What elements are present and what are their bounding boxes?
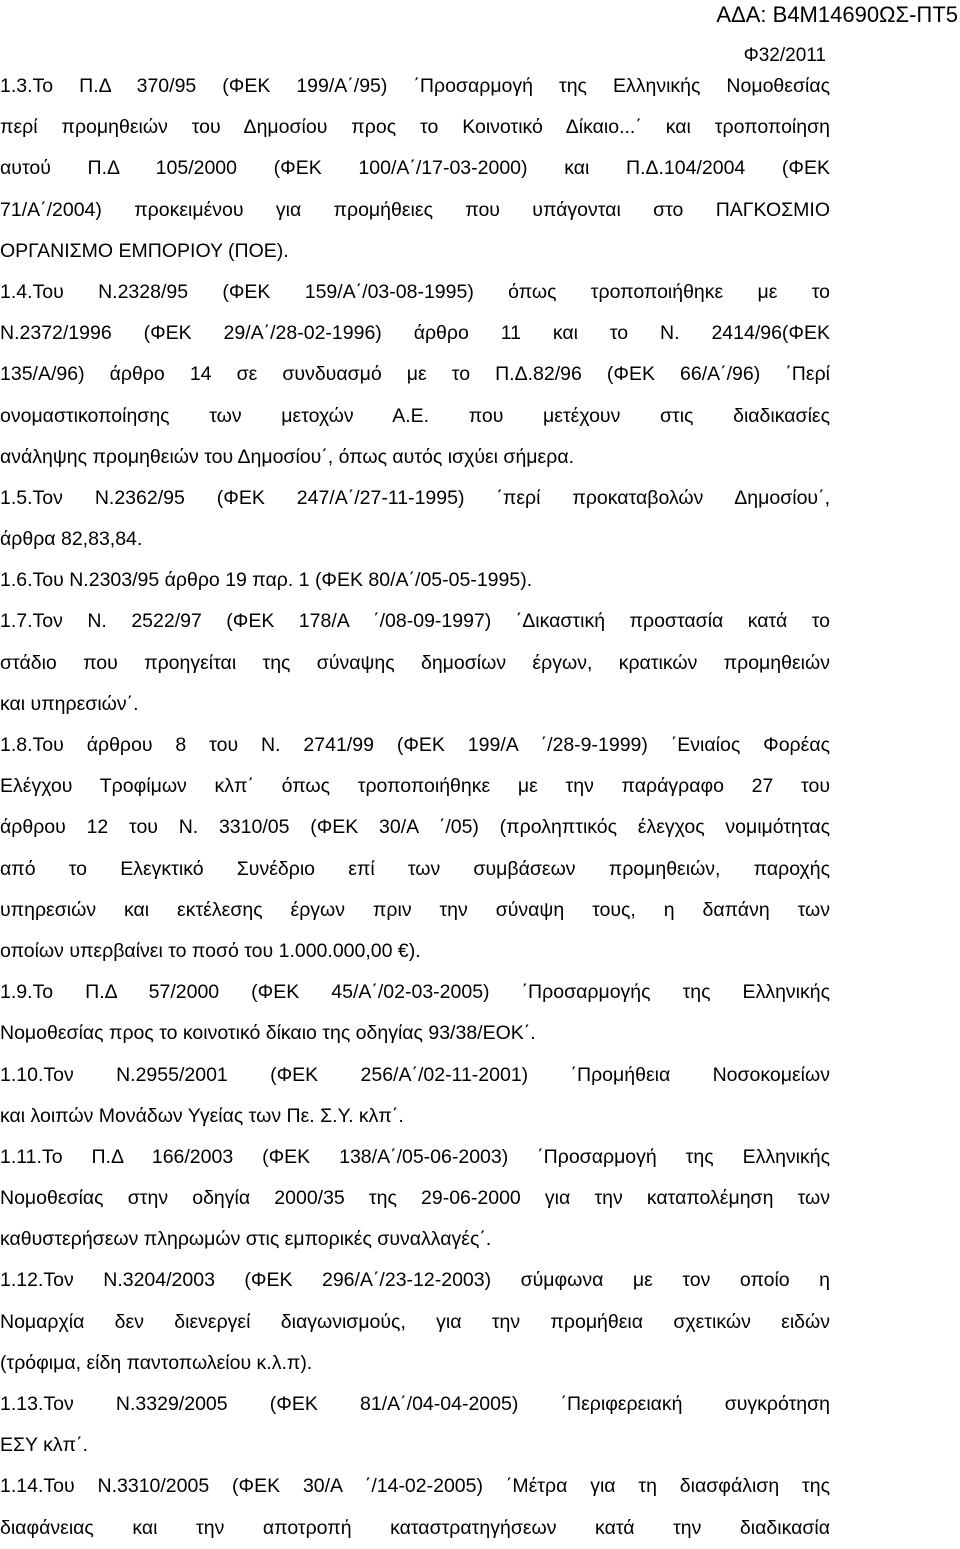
text-line: ΕΣΥ κλπ΄.: [0, 1434, 88, 1457]
text-line: 1.3.Το Π.Δ 370/95 (ΦΕΚ 199/Α΄/95) ΄Προσαρμογή της Ελληνικής Νομοθεσίας: [0, 75, 830, 97]
text-line: (τρόφιμα, είδη παντοπωλείου κ.λ.π).: [0, 1351, 313, 1374]
text-line: 1.14.Του Ν.3310/2005 (ΦΕΚ 30/Α ΄/14-02-2005) ΄Μέτρα για τη διασφάλιση της: [0, 1475, 830, 1498]
text-line: 1.10.Τον Ν.2955/2001 (ΦΕΚ 256/Α΄/02-11-2001) ΄Προμήθεια Νοσοκομείων: [0, 1063, 830, 1086]
text-line: περί προμηθειών του Δημοσίου προς το Κοινοτικό Δίκαιο...΄ και τροποποίηση: [0, 116, 830, 139]
text-line: Νομαρχία δεν διενεργεί διαγωνισμούς, για την προμήθεια σχετικών ειδών: [0, 1310, 830, 1333]
ada-code: ΑΔΑ: Β4Μ14690ΩΣ-ΠΤ5: [716, 2, 958, 27]
text-line: διαφάνειας και την αποτροπή καταστρατηγήσεων κατά την διαδικασία: [0, 1516, 830, 1539]
text-line: και λοιπών Μονάδων Υγείας των Πε. Σ.Υ. κλπ΄.: [0, 1104, 404, 1127]
text-line: από το Ελεγκτικό Συνέδριο επί των συμβάσεων προμηθειών, παροχής: [0, 857, 830, 880]
text-line: άρθρα 82,83,84.: [0, 528, 143, 551]
text-line: καθυστερήσεων πληρωμών στις εμπορικές συναλλαγές΄.: [0, 1228, 492, 1251]
text-line: ΟΡΓΑΝΙΣΜΟ ΕΜΠΟΡΙΟΥ (ΠΟΕ).: [0, 239, 289, 262]
text-line: 1.8.Του άρθρου 8 του Ν. 2741/99 (ΦΕΚ 199/Α ΄/28-9-1999) ΄Ενιαίος Φορέας: [0, 734, 830, 756]
file-reference: Φ32/2011: [743, 45, 826, 66]
text-line: ανάληψης προμηθειών του Δημοσίου΄, όπως αυτός ισχύει σήμερα.: [0, 445, 575, 468]
document-body: [0, 66, 830, 1549]
text-line: 1.7.Τον Ν. 2522/97 (ΦΕΚ 178/Α ΄/08-09-1997) ΄Δικαστική προστασία κατά το: [0, 610, 830, 633]
text-line: αυτού Π.Δ 105/2000 (ΦΕΚ 100/Α΄/17-03-2000) και Π.Δ.104/2004 (ΦΕΚ: [0, 157, 830, 180]
text-line: 71/Α΄/2004) προκειμένου για προμήθειες που υπάγονται στο ΠΑΓΚΟΣΜΙΟ: [0, 198, 830, 221]
text-line: άρθρου 12 του Ν. 3310/05 (ΦΕΚ 30/Α ΄/05) (προληπτικός έλεγχος νομιμότητας: [0, 816, 830, 839]
text-line: Νομοθεσίας προς το κοινοτικό δίκαιο της οδηγίας 93/38/ΕΟΚ΄.: [0, 1022, 536, 1045]
text-line: Νομοθεσίας στην οδηγία 2000/35 της 29-06-2000 για την καταπολέμηση των: [0, 1187, 830, 1210]
text-line: 1.11.Το Π.Δ 166/2003 (ΦΕΚ 138/Α΄/05-06-2003) ΄Προσαρμογή της Ελληνικής: [0, 1145, 830, 1168]
text-line: 1.12.Τον Ν.3204/2003 (ΦΕΚ 296/Α΄/23-12-2003) σύμφωνα με τον οποίο η: [0, 1269, 830, 1292]
text-line: υπηρεσιών και εκτέλεσης έργων πριν την σύναψη τους, η δαπάνη των: [0, 898, 830, 921]
text-line: Ελέγχου Τροφίμων κλπ΄ όπως τροποποιήθηκε με την παράγραφο 27 του: [0, 775, 830, 798]
document-header: [0, 0, 960, 76]
text-line: Ν.2372/1996 (ΦΕΚ 29/Α΄/28-02-1996) άρθρο 11 και το Ν. 2414/96(ΦΕΚ: [0, 322, 830, 345]
text-line: 1.6.Του Ν.2303/95 άρθρο 19 παρ. 1 (ΦΕΚ 80/Α΄/05-05-1995).: [0, 569, 533, 592]
text-line: στάδιο που προηγείται της σύναψης δημοσίων έργων, κρατικών προμηθειών: [0, 651, 830, 674]
text-line: οποίων υπερβαίνει το ποσό του 1.000.000,00 €).: [0, 939, 421, 962]
text-line: 1.13.Τον Ν.3329/2005 (ΦΕΚ 81/Α΄/04-04-2005) ΄Περιφερειακή συγκρότηση: [0, 1393, 830, 1415]
text-line: 1.9.Το Π.Δ 57/2000 (ΦΕΚ 45/Α΄/02-03-2005) ΄Προσαρμογής της Ελληνικής: [0, 981, 830, 1004]
text-line: 135/Α/96) άρθρο 14 σε συνδυασμό με το Π.Δ.82/96 (ΦΕΚ 66/Α΄/96) ΄Περί: [0, 363, 830, 386]
text-line: και υπηρεσιών΄.: [0, 692, 139, 715]
text-line: 1.5.Τον Ν.2362/95 (ΦΕΚ 247/Α΄/27-11-1995) ΄περί προκαταβολών Δημοσίου΄,: [0, 486, 830, 509]
text-line: ονομαστικοποίησης των μετοχών Α.Ε. που μετέχουν στις διαδικασίες: [0, 404, 830, 427]
text-line: 1.4.Του Ν.2328/95 (ΦΕΚ 159/Α΄/03-08-1995) όπως τροποποιήθηκε με το: [0, 280, 830, 303]
